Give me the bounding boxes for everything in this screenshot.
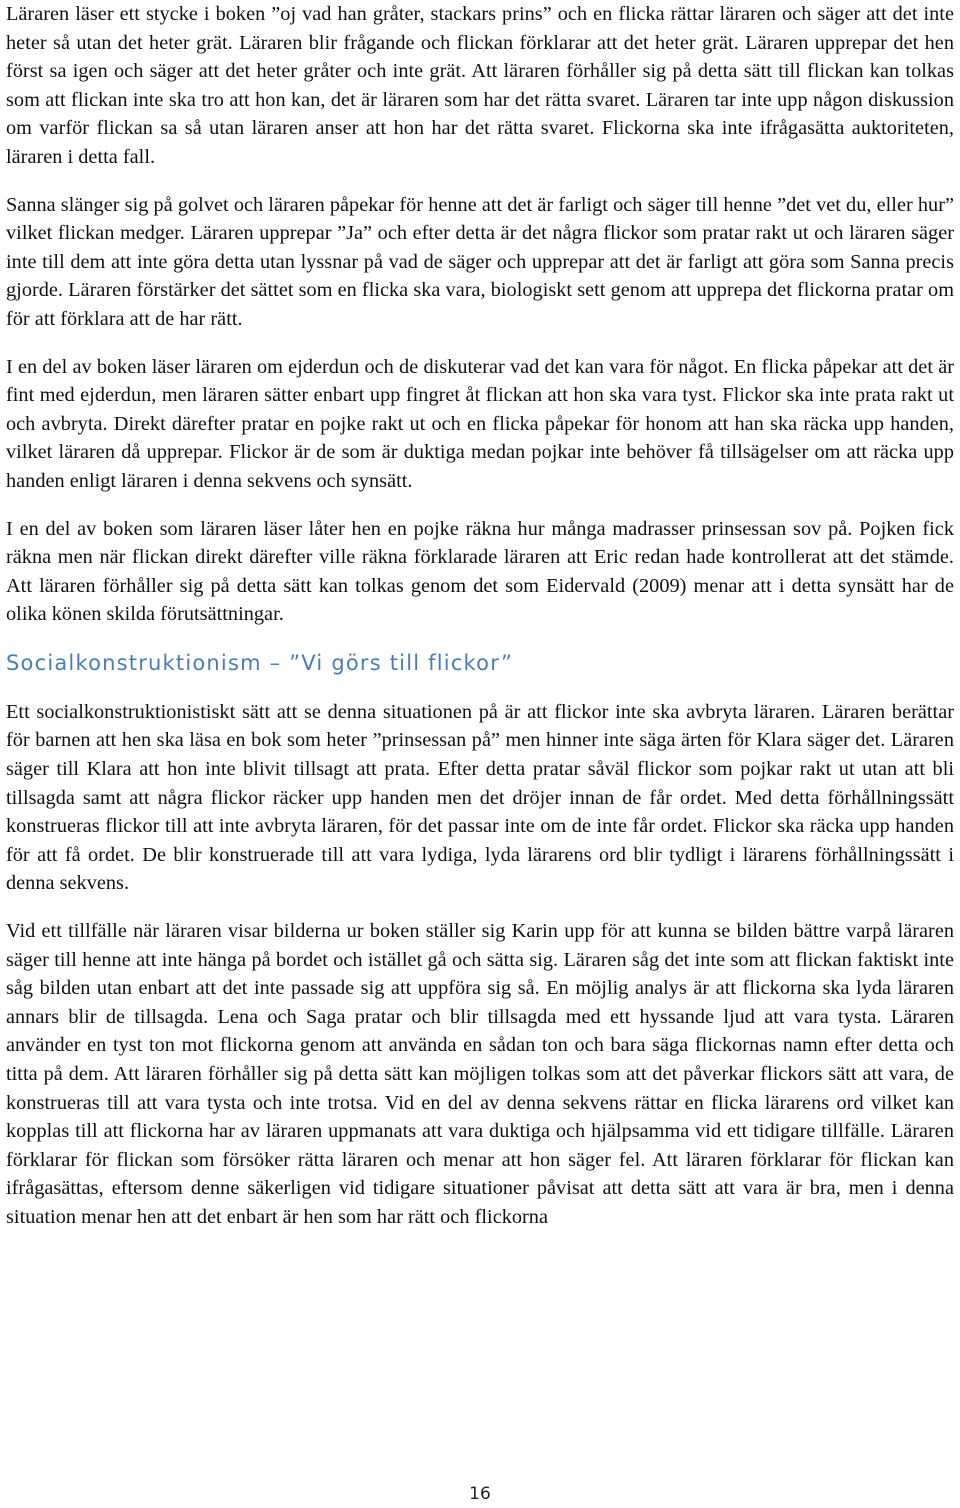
section-heading: Socialkonstruktionism – ”Vi görs till flickor” xyxy=(6,650,514,675)
body-paragraph: I en del av boken som läraren läser låter hen en pojke räkna hur många madrasser prinsessan sov på. Pojken fick räkna men när flickan direkt därefter ville räkna förklarade läraren att Eric redan hade kontrollerat att det stämde. Att läraren förhåller sig på detta sätt kan tolkas genom det som Eidervald (2009) menar att i detta synsätt har de olika könen skilda förutsättningar. xyxy=(6,517,954,626)
body-paragraph: Ett socialkonstruktionistiskt sätt att se denna situationen på är att flickor inte ska avbryta läraren. Läraren berättar för barnen att hen ska läsa en bok som heter ”prinsessan på” men hinner inte säga ärten för Klara säger det. Läraren säger till Klara att hon inte blivit tillsagt att prata. Efter detta pratar såväl flickor som pojkar rakt ut utan att bli tillsagda samt att några flickor räcker upp handen men det dröjer innan de får ordet. Med detta förhållningssätt konstrueras flickor till att inte avbryta läraren, för det passar inte om de inte får ordet. Flickor ska räcka upp handen för att få ordet. De blir konstruerade till att vara lydiga, lyda lärarens ord blir tydligt i lärarens förhållningssätt i denna sekvens. xyxy=(6,700,954,895)
body-paragraph: Läraren läser ett stycke i boken ”oj vad han gråter, stackars prins” och en flicka rättar läraren och säger att det inte heter så utan det heter grät. Läraren blir frågande och flickan förklarar att det heter grät. Läraren upprepar det hen först sa igen och säger att det heter gråter och inte grät. Att läraren förhåller sig på detta sätt till flickan kan tolkas som att flickan inte ska tro att hon kan, det är läraren som har det rätta svaret. Läraren tar inte upp någon diskussion om varför flickan sa så utan läraren anser att hon har det rätta svaret. Flickorna ska inte ifrågasätta auktoriteten, läraren i detta fall. xyxy=(6,3,954,168)
document-page xyxy=(6,0,954,1251)
page-number: 16 xyxy=(469,1484,491,1504)
body-paragraph: Sanna slänger sig på golvet och läraren påpekar för henne att det är farligt och säger till henne ”det vet du, eller hur” vilket flickan medger. Läraren upprepar ”Ja” och efter detta är det några flickor som pratar rakt ut och läraren säger inte till dem att inte göra detta utan lyssnar på vad de säger och upprepar att det är farligt att göra som Sanna precis gjorde. Läraren förstärker det sättet som en flicka ska vara, biologiskt sett genom att upprepa det flickorna pratar om för att förklara att de har rätt. xyxy=(6,193,954,330)
body-paragraph: I en del av boken läser läraren om ejderdun och de diskuterar vad det kan vara för något. En flicka påpekar att det är fint med ejderdun, men läraren sätter enbart upp fingret åt flickan att hon ska vara tyst. Flickor ska inte prata rakt ut och avbryta. Direkt därefter pratar en pojke rakt ut och en flicka påpekar för honom att han ska räcka upp handen, vilket läraren då upprepar. Flickor är de som är duktiga medan pojkar inte behöver få tillsägelser om att räcka upp handen enligt läraren i denna sekvens och synsätt. xyxy=(6,355,954,492)
body-paragraph: Vid ett tillfälle när läraren visar bilderna ur boken ställer sig Karin upp för att kunna se bilden bättre varpå läraren säger till henne att inte hänga på bordet och istället gå och sätta sig. Läraren såg det inte som att flickan faktiskt inte såg bilden utan enbart att det inte passade sig att uppföra sig så. En möjlig analys är att flickorna ska lyda läraren annars blir de tillsagda. Lena och Saga pratar och blir tillsagda med ett hyssande ljud att vara tysta. Läraren använder en tyst ton mot flickorna genom att använda en sådan ton och bara säga flickornas namn efter detta och titta på dem. Att läraren förhåller sig på detta sätt kan möjligen tolkas som att det påverkar flickors sätt att vara, de konstrueras till att vara tysta och inte trotsa. Vid en del av denna sekvens rättar en flicka lärarens ord vilket kan kopplas till att flickorna har av läraren uppmanats att vara duktiga och hjälpsamma vid ett tidigare tillfälle. Läraren förklarar för flickan som försöker rätta läraren och menar att hon säger fel. Att läraren förklarar för flickan kan ifrågasättas, eftersom denne säkerligen vid tidigare situationer påvisat att detta sätt att vara är bra, men i denna situation menar hen att det enbart är hen som har rätt och flickorna xyxy=(6,920,954,1228)
